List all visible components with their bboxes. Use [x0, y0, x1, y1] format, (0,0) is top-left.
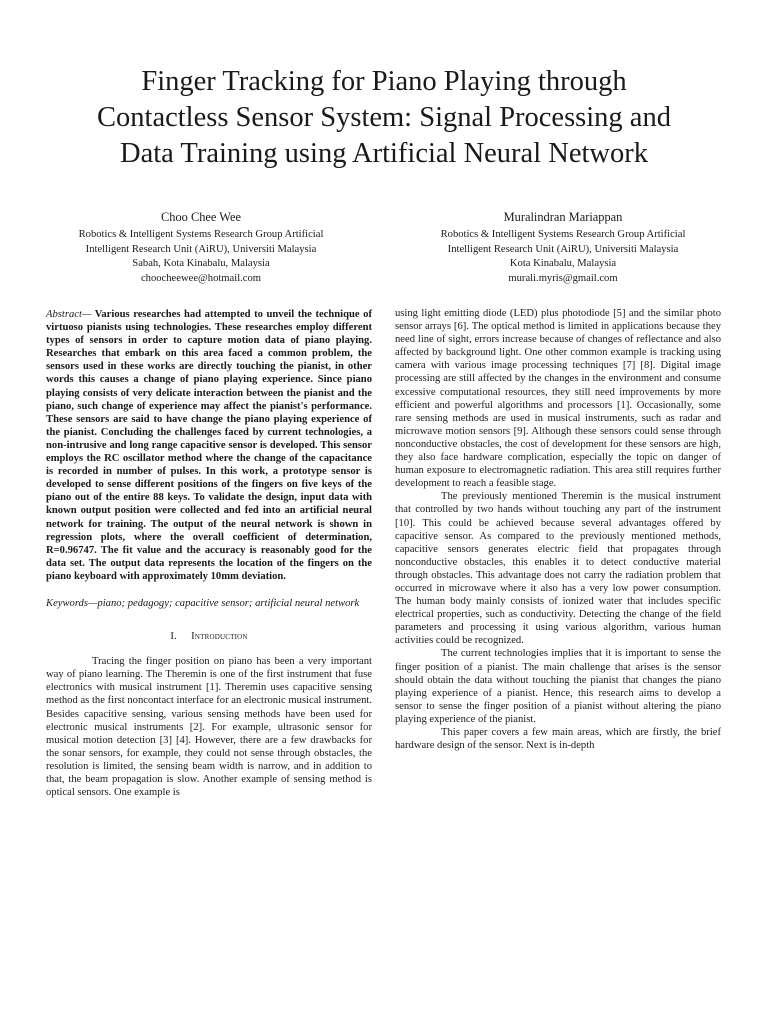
author-name: Muralindran Mariappan: [503, 210, 623, 224]
author-block-2: [398, 208, 728, 286]
author-affiliation: Kota Kinabalu, Malaysia: [509, 258, 617, 270]
author-email: choocheewee@hotmail.com: [140, 272, 262, 284]
intro-paragraph: Tracing the finger position on piano has been a very important way of piano learning. The Theremin is one of the first instrument that fuse electronics with musical instrument [1]. Theremin uses capacitive sensing method as the first noncontact interface for an electronic musical instrument. Besides capacitive sensing, various sensing methods have been used for electronic musical instruments [2]. For example, ultrasonic sensor for musical motion detection [3] [4]. However, there are a few drawbacks for the sonar sensors, for example, they could not sense through obstacles, the resolution is limited, the sensing beam width is narrow, and in addition to that, the beam propagation is slow. Another example of sensing method is optical sensors. One example is: [46, 656, 372, 799]
title-line-1: Finger Tracking for Piano Playing through: [141, 66, 627, 97]
author-affiliation: Intelligent Research Unit (AiRU), Universiti Malaysia: [85, 243, 317, 255]
author-email: murali.myris@gmail.com: [508, 272, 618, 284]
left-column: [46, 308, 372, 799]
author-affiliation: Intelligent Research Unit (AiRU), Universiti Malaysia: [447, 243, 679, 255]
author-affiliation: Robotics & Intelligent Systems Research Group Artificial: [78, 229, 324, 240]
body-paragraph: The current technologies implies that it is important to sense the finger position of a pianist. The main challenge that arises is the sensor should obtain the data without touching the pianist that changes the piano playing experience of a pianist. Hence, this research aims to develop a sensor to sense the finger position of a pianist without altering the piano playing experience of the pianist.: [395, 648, 721, 725]
abstract-text: Various researches had attempted to unveil the technique of virtuoso pianists using technologies. These researches employ different types of sensors in order to capture motion data of piano playing. Researches that embark on this area faced a common problem, the sensors used in these works are directly touching the pianist, in other words this causes a change of piano playing experience. Since piano playing consists of very delicate interaction between the pianist and the piano, such change of experience may affect the pianist's performance. These sensors are said to have change the piano playing experience of the pianist. Concluding the challenges faced by current technologies, a non-intrusive and long range capacitive sensor is developed. This sensor employs the RC oscillator method where the change of the capacitance is recorded in number of pulses. In this work, a prototype sensor is developed to sense different positions of the fingers on five keys of the piano out of the entire 88 keys. To validate the design, input data with known output position were collected and fed into an artificial neural network for training. The output of the neural network is shown in regression plots, where the overall coefficient of determination, R=0.96747. The fit value and the accuracy is reasonably good for the data set. The output data represents the location of the fingers on the piano keyboard with approximately 10mm deviation.: [46, 309, 372, 582]
keywords: Keywords—piano; pedagogy; capacitive sensor; artificial neural network: [46, 597, 360, 609]
abstract-lead: Abstract—: [46, 309, 92, 320]
body-paragraph: The previously mentioned Theremin is the musical instrument that controlled by two hands without touching any part of the instrument [10]. This could be achieved because several advantages offered by capacitive sensor. As compared to the previously mentioned methods, capacitive sensors generates electric field that propagates through nonconductive obstacles, this enables it to detect conductive material through obstacles. This advantage does not carry the radiation problem that occurred in microwave where it also has a very low power consumption. The human body mainly consists of ionized water that includes specific electrical properties, such as conductivity. Detecting the change of the field parameters and processing it using various algorithm, various human activities could be recognized.: [395, 491, 721, 647]
right-column: [395, 307, 721, 752]
body-paragraph: using light emitting diode (LED) plus photodiode [5] and the similar photo sensor arrays [6]. The optical method is limited in applications because they need line of sight, errors increase because of changes of reflectance and also affected by background light. One other common example is tracking using camera with various image processing techniques [7] [8]. Digital image processing are still affected by the changes in the environment and consume excessive computational resources, they still need improvements by more efficient and powerful algorithms and processors [1]. Occasionally, some rare sensing methods are used in musical instruments, such as radar and microwave motion sensors [9]. Although these sensors could sense through nonconductive obstacles, the cost of development for these sensors are high, they also face hardware complication, especially the topic on danger of human exposure to electromagnetic radiation. This area still requires further development to reach a feasible stage.: [395, 308, 721, 490]
section-number: I.: [170, 631, 177, 643]
author-affiliation: Robotics & Intelligent Systems Research Group Artificial: [440, 229, 686, 240]
section-heading: [46, 630, 372, 643]
section-title: Introduction: [191, 631, 248, 643]
title-line-3: Data Training using Artificial Neural Network: [120, 138, 648, 169]
author-affiliation: Sabah, Kota Kinabalu, Malaysia: [132, 258, 270, 270]
paper-title: [40, 64, 728, 172]
abstract: [46, 308, 372, 583]
body-paragraph: This paper covers a few main areas, which are firstly, the brief hardware design of the sensor. Next is in-depth: [395, 727, 721, 752]
title-line-2: Contactless Sensor System: Signal Processing and: [97, 102, 671, 133]
author-block-1: [36, 208, 366, 286]
author-name: Choo Chee Wee: [161, 210, 241, 224]
